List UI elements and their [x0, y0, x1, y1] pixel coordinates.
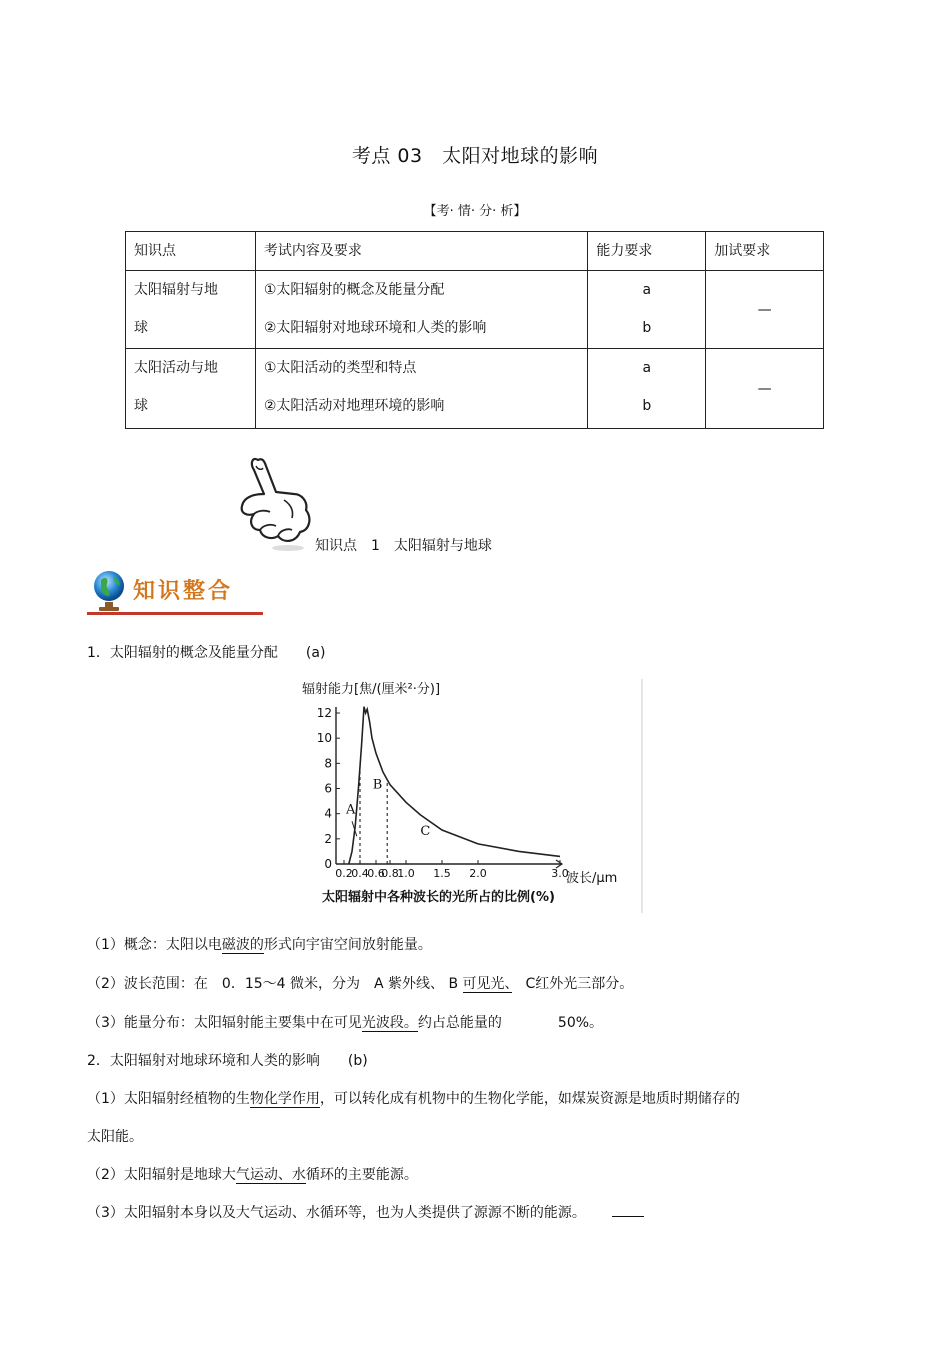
- banner-title: 知识整合: [133, 578, 234, 604]
- table-cell-topic: 太阳活动与地: [134, 360, 218, 376]
- table-cell-content: ①太阳活动的类型和特点: [263, 360, 417, 376]
- solar-radiation-chart: [300, 677, 645, 915]
- x-tick-label: 1.5: [433, 867, 451, 880]
- s1-item-2-prefix: （2）波长范围：在 0．15～4 微米，分为 A 紫外线、 B: [87, 976, 463, 992]
- table-cell-content: ②太阳辐射对地球环境和人类的影响: [263, 320, 487, 336]
- s2-item-2-answer: 气运动、水: [235, 1167, 306, 1183]
- s1-item-2: [87, 973, 633, 993]
- section-1-title: 1．太阳辐射的概念及能量分配: [87, 645, 278, 661]
- section-2-title: 2．太阳辐射对地球环境和人类的影响: [87, 1053, 320, 1069]
- s1-item-3: [87, 1012, 603, 1032]
- s1-item-1-prefix: （1）概念：太阳以电: [87, 937, 222, 953]
- region-label: B: [372, 777, 383, 793]
- x-tick-label: 0.4: [351, 867, 369, 880]
- y-tick-label: 0: [324, 857, 332, 871]
- x-axis: [335, 860, 569, 880]
- table-row: [126, 271, 824, 349]
- s2-item-1-suffix: ，可以转化成有机物中的生物化学能，如煤炭资源是地质时期储存的: [319, 1091, 740, 1107]
- chart-caption: 太阳辐射中各种波长的光所占的比例(%): [322, 890, 555, 905]
- requirements-table: [125, 231, 824, 429]
- s2-item-1-prefix: （1）太阳辐射经植物的生: [87, 1091, 250, 1107]
- section-subtitle: 【考· 情· 分· 析】: [423, 204, 527, 219]
- table-cell-extra: —: [757, 301, 772, 318]
- x-tick-label: 3.0: [551, 867, 569, 880]
- x-tick-label: 1.0: [397, 867, 415, 880]
- table-header: 加试要求: [714, 243, 771, 259]
- s1-item-3-suffix: 约占总能量的: [417, 1015, 502, 1031]
- s2-item-3: [87, 1202, 644, 1222]
- table-cell-ability: b: [642, 398, 652, 414]
- s1-item-2-answer: 可见光、: [462, 976, 512, 992]
- s1-item-3-answer: 光波段。: [361, 1015, 418, 1031]
- chart-title: 辐射能力[焦/(厘米²·分)]: [302, 682, 441, 697]
- x-tick-label: 0.2: [335, 867, 353, 880]
- table-header-row: [126, 232, 824, 271]
- y-axis: [317, 706, 340, 871]
- y-tick-label: 12: [316, 706, 332, 720]
- y-tick-label: 4: [324, 806, 332, 821]
- x-axis-label: 波长/μm: [566, 871, 618, 886]
- y-tick-label: 2: [324, 831, 332, 846]
- s2-item-3-blank: [612, 1202, 644, 1217]
- table-cell-topic: 太阳辐射与地: [134, 282, 218, 298]
- s2-item-1-cont: 太阳能。: [87, 1129, 143, 1145]
- s2-item-2: [87, 1164, 418, 1184]
- table-cell-content: ②太阳活动对地理环境的影响: [263, 398, 445, 414]
- section-1-level: (a): [305, 645, 326, 661]
- table-cell-ability: b: [642, 320, 652, 336]
- s1-item-1: [87, 934, 432, 954]
- y-tick-label: 8: [324, 756, 332, 771]
- table-header: 考试内容及要求: [263, 243, 362, 259]
- s1-item-3-prefix: （3）能量分布：太阳辐射能主要集中在可见: [87, 1015, 362, 1031]
- s1-item-2-suffix: C红外光三部分。: [511, 976, 634, 992]
- y-tick-label: 6: [324, 781, 332, 796]
- x-tick-label: 0.6: [367, 867, 385, 880]
- table-header: 知识点: [134, 243, 176, 259]
- section-1-heading: [87, 642, 325, 662]
- x-tick-label: 0.8: [381, 867, 399, 880]
- page-title: 考点 03 太阳对地球的影响: [351, 145, 599, 167]
- s2-item-3-text: （3）太阳辐射本身以及大气运动、水循环等，也为人类提供了源源不断的能源。: [87, 1205, 586, 1221]
- table-cell-ability: a: [642, 360, 652, 376]
- s2-item-1: [87, 1088, 740, 1108]
- section-2-heading: [87, 1050, 368, 1070]
- y-tick-label: 10: [316, 731, 332, 746]
- region-label: A: [346, 802, 356, 818]
- s1-item-1-answer: 磁波的: [221, 937, 264, 953]
- s2-item-2-suffix: 循环的主要能源。: [305, 1167, 418, 1183]
- s2-item-1-answer: 物化学作用: [249, 1091, 320, 1107]
- table-cell-content: ①太阳辐射的概念及能量分配: [263, 282, 445, 298]
- table-cell-topic: 球: [134, 320, 148, 336]
- s1-item-1-suffix: 形式向宇宙空间放射能量。: [263, 937, 432, 953]
- table-row: [126, 349, 824, 429]
- s1-item-3-value: 50%。: [557, 1015, 604, 1031]
- table-cell-topic: 球: [134, 398, 148, 414]
- knowledge-banner: [87, 566, 263, 618]
- table-cell-extra: —: [757, 380, 772, 397]
- x-tick-label: 2.0: [469, 867, 487, 880]
- table-cell-ability: a: [642, 282, 652, 298]
- table-header: 能力要求: [596, 243, 653, 259]
- knowledge-point-label: 知识点 1 太阳辐射与地球: [315, 538, 492, 554]
- region-label: C: [420, 824, 431, 840]
- section-2-level: (b): [347, 1053, 368, 1069]
- pointing-hand-icon: [236, 452, 316, 552]
- s2-item-2-prefix: （2）太阳辐射是地球大: [87, 1167, 236, 1183]
